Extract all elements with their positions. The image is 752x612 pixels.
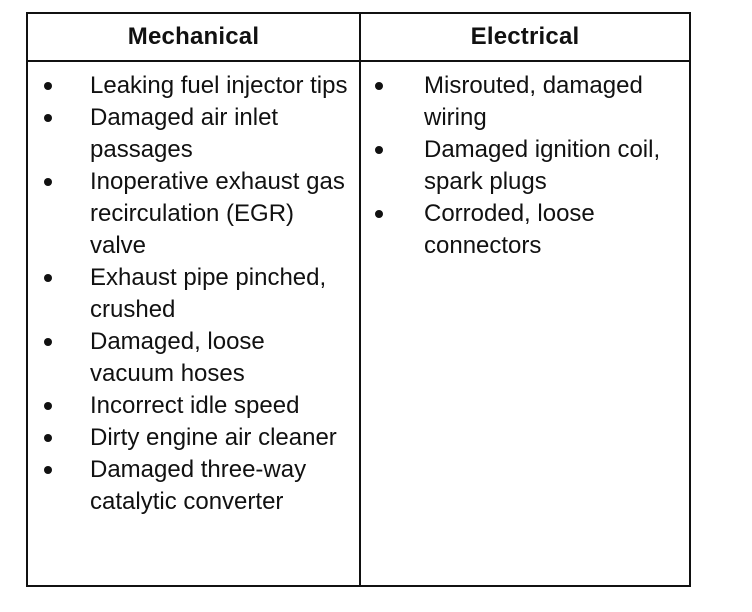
list-item-text: Exhaust pipe pinched, crushed (90, 264, 327, 323)
bullet-icon (375, 82, 383, 90)
list-item (28, 454, 359, 518)
list-item (28, 102, 359, 166)
bullet-icon (44, 82, 52, 90)
electrical-list (361, 70, 689, 262)
list-item-text: Damaged air inlet passages (90, 104, 279, 163)
list-item-text: Incorrect idle speed (90, 392, 300, 419)
bullet-icon (44, 402, 52, 410)
mechanical-list (28, 70, 359, 518)
list-item (361, 134, 689, 198)
list-item-text: Damaged three-way catalytic converter (90, 456, 307, 515)
causes-table (26, 12, 691, 587)
bullet-icon (375, 210, 383, 218)
list-item-text: Inoperative exhaust gas recirculation (EGR) valve (90, 168, 345, 259)
list-item (28, 70, 359, 102)
bullet-icon (44, 114, 52, 122)
list-item-text: Corroded, loose connectors (424, 200, 595, 259)
list-item (28, 326, 359, 390)
header-divider (28, 60, 689, 62)
list-item-text: Dirty engine air cleaner (90, 424, 337, 451)
list-item (28, 166, 359, 262)
list-item (361, 70, 689, 134)
list-item (28, 422, 359, 454)
bullet-icon (44, 178, 52, 186)
list-item-text: Misrouted, damaged wiring (424, 72, 643, 131)
bullet-icon (375, 146, 383, 154)
header-electrical: Electrical (470, 23, 580, 50)
bullet-icon (44, 274, 52, 282)
list-item (28, 262, 359, 326)
header-mechanical: Mechanical (127, 23, 260, 50)
list-item (28, 390, 359, 422)
bullet-icon (44, 338, 52, 346)
list-item-text: Damaged, loose vacuum hoses (90, 328, 265, 387)
list-item-text: Leaking fuel injector tips (90, 72, 348, 99)
bullet-icon (44, 434, 52, 442)
list-item-text: Damaged ignition coil, spark plugs (424, 136, 661, 195)
bullet-icon (44, 466, 52, 474)
list-item (361, 198, 689, 262)
